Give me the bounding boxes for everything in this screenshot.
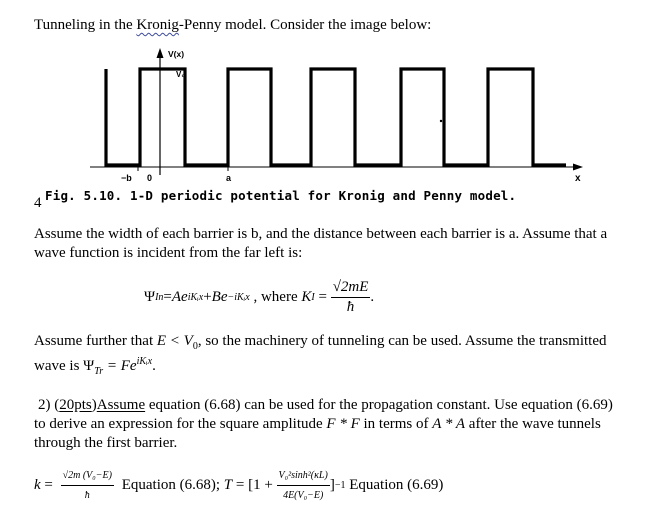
q2-line2a: to derive an expression for the square amplitude bbox=[34, 416, 327, 432]
eq1-A: Ae bbox=[171, 289, 188, 305]
stray-dot bbox=[440, 120, 442, 122]
para2-cond-sub: 0 bbox=[192, 341, 198, 352]
para1-line2: wave function is incident from the far left is: bbox=[34, 245, 303, 261]
equation-k-and-T: k = $\frac{\text{√2m (V₀−E)}}{ħ}$ Equation (6.68); T = [1 + $\frac{\text{V₀²sinh²(κL)}}{\text{4E(V₀−E)}}$ ] −1 Equation (6.69) bbox=[34, 466, 443, 505]
eq2-T-den: 4E(V₀−E) bbox=[283, 490, 324, 501]
eq1-B: Be bbox=[211, 289, 228, 305]
q2-line1 bbox=[38, 396, 613, 415]
q2-line2b: in terms of bbox=[359, 416, 433, 432]
q2-assume: Assume bbox=[96, 397, 146, 413]
para2-b1: wave is bbox=[34, 358, 84, 374]
para2-line2 bbox=[34, 357, 156, 376]
eq1-fraction bbox=[331, 278, 371, 317]
eq2-k-num: √2m (V₀−E) bbox=[61, 466, 114, 486]
para2-a1: Assume further that bbox=[34, 333, 157, 349]
eq1-eq2: = bbox=[314, 289, 331, 305]
intro-before: Tunneling in the bbox=[34, 17, 137, 33]
q2-line3: through the first barrier. bbox=[34, 435, 178, 451]
eq2-T-fraction bbox=[277, 466, 330, 505]
q2-line2 bbox=[34, 415, 601, 434]
potential-curve bbox=[106, 69, 566, 165]
kronig-penney-figure bbox=[0, 0, 672, 210]
q2-AA: A * A bbox=[432, 416, 466, 432]
eq2-k-den: ħ bbox=[84, 490, 90, 501]
tick-a: a bbox=[226, 173, 232, 183]
eq2-k-fraction bbox=[61, 466, 114, 505]
eq2-T: T bbox=[223, 477, 233, 493]
q2-a2: ) bbox=[91, 397, 97, 413]
para1-line1: Assume the width of each barrier is b, and the distance between each barrier is a. Assume that a bbox=[34, 226, 608, 242]
q2-line2c: after the wave tunnels bbox=[465, 416, 601, 432]
q2-FF: F * F bbox=[326, 416, 360, 432]
eq1-where: , where bbox=[249, 289, 302, 305]
para2-end: . bbox=[152, 358, 156, 374]
eq1-K: K bbox=[301, 289, 312, 305]
eq1-eq: = bbox=[163, 289, 172, 305]
x-label: x bbox=[575, 173, 581, 184]
eq2-eq: = bbox=[40, 477, 57, 493]
figure-caption: Fig. 5.10. 1-D periodic potential for Kronig and Penny model. bbox=[45, 188, 517, 203]
eq2-close: ] bbox=[329, 477, 335, 493]
para2-a2: , so the machinery of tunneling can be used. Assume the transmitted bbox=[197, 333, 607, 349]
q2-a3: equation (6.68) can be used for the propagation constant. Use equation (6.69) bbox=[145, 397, 613, 413]
para2-psi: Ψ bbox=[83, 358, 95, 374]
q2-a1: 2) ( bbox=[38, 397, 60, 413]
q2-pts: 20pts bbox=[59, 397, 92, 413]
eq2-eq69: Equation (6.69) bbox=[345, 477, 444, 493]
eq1-end: . bbox=[370, 289, 375, 305]
eq2-k: k bbox=[34, 477, 41, 493]
para2-line1 bbox=[34, 332, 607, 351]
page-number: 4 bbox=[34, 195, 42, 211]
v0-label: V₀ bbox=[176, 70, 185, 79]
tick-zero: 0 bbox=[147, 173, 153, 183]
eq1-den: ħ bbox=[346, 299, 355, 315]
eq1-num: √2mE bbox=[331, 278, 371, 298]
para2-cond: E < V bbox=[156, 333, 193, 349]
para2-eq: = Fe bbox=[103, 358, 137, 374]
x-axis-arrow bbox=[573, 164, 583, 171]
y-label: V(x) bbox=[168, 49, 185, 59]
para2-F-sup: iKᵢx bbox=[136, 356, 153, 367]
eq2-T-num: V₀²sinh²(κL) bbox=[277, 466, 330, 486]
tick-minus-b: −b bbox=[121, 173, 132, 183]
equation-incident-wave: Ψ In = Ae iKᵢx + Be −iKᵢx , where K I = $\frac{√2mE}{ħ}$ . bbox=[144, 279, 375, 315]
para2-psi-sub: Tr bbox=[94, 366, 104, 377]
intro-after: -Penny model. Consider the image below: bbox=[178, 17, 432, 33]
y-axis-arrow bbox=[157, 48, 164, 58]
eq2-eq68: Equation (6.68); bbox=[117, 477, 224, 493]
eq1-plus: + bbox=[203, 289, 212, 305]
eq2-eqT: = [1 + bbox=[232, 477, 277, 493]
intro-kronig: Kronig bbox=[136, 17, 179, 33]
eq1-psi: Ψ bbox=[144, 289, 156, 305]
